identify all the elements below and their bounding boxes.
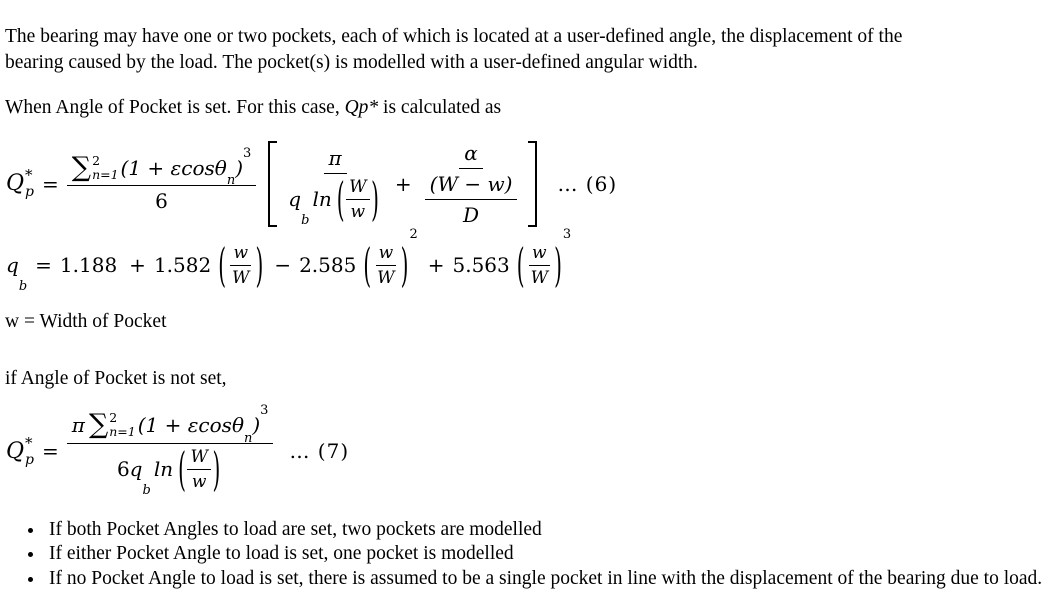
qb-w-over-W-2 <box>362 226 418 293</box>
open-paren: ( <box>218 237 227 293</box>
eq7-theta-sub: n <box>243 430 253 446</box>
open-paren: ( <box>336 171 345 227</box>
case-sentence-pre: When Angle of Pocket is set. For this case, <box>5 97 345 118</box>
fraction-denominator: W <box>377 267 395 288</box>
fraction-numerator: W <box>187 447 210 470</box>
eq6-equals: = <box>42 171 59 196</box>
qb-sub: b <box>18 278 28 294</box>
bullet-text: If both Pocket Angles to load are set, two pockets are modelled <box>49 518 542 540</box>
eq6-term2-fraction <box>420 141 523 227</box>
eq7-W-over-w <box>177 441 221 497</box>
inner-fraction-denominator: D <box>463 202 480 227</box>
eq6-coef-close: ) <box>235 156 244 180</box>
eq7-denominator <box>112 441 228 498</box>
eq6-term1-fraction <box>283 145 387 228</box>
eq7-ln: ln <box>153 457 174 482</box>
equation-qb <box>6 226 1052 294</box>
fraction-denominator: w <box>350 201 366 222</box>
fraction-denominator: W <box>530 267 549 288</box>
eq7-Q-sup: * <box>25 433 33 452</box>
eq7-q: q <box>129 457 143 482</box>
intro-paragraph <box>5 24 1052 76</box>
eq6-Q-sub: p <box>25 184 35 200</box>
eq6-ln: ln <box>312 187 332 211</box>
eq6-Q-scripts <box>25 168 34 199</box>
open-paren: ( <box>178 441 186 497</box>
close-paren: ) <box>400 237 409 293</box>
fraction-denominator: W <box>232 267 250 288</box>
qb-plus-1: + <box>129 253 146 277</box>
if-not-set-sentence: if Angle of Pocket is not set, <box>5 367 227 389</box>
eq6-Q: Q <box>6 171 25 196</box>
qb-w-over-W-3 <box>516 226 572 293</box>
sum-lower-limit: n=1 <box>109 424 136 440</box>
W-w-fraction <box>346 177 371 222</box>
eq6-plus: + <box>394 171 412 196</box>
qb-coef-4: 5.563 <box>452 253 510 277</box>
eq7-Q: Q <box>6 438 25 464</box>
eq7-power: 3 <box>260 403 269 418</box>
bullet-item <box>45 542 1052 567</box>
fraction-numerator: W <box>346 177 369 200</box>
eq7-body-close: ) <box>252 413 261 438</box>
eq7-six: 6 <box>116 457 130 482</box>
qb-plus-2: + <box>427 253 445 277</box>
w-definition: w = Width of Pocket <box>5 310 167 332</box>
eq6-term2-inner-fraction <box>425 172 518 227</box>
eq6-term1-numerator: π <box>324 146 347 174</box>
fraction-numerator: w <box>529 243 550 266</box>
eq7-Q-sub: p <box>25 451 35 468</box>
eq7-equals: = <box>42 439 59 464</box>
close-paren: ) <box>212 441 221 497</box>
sum-symbol: ∑ <box>88 408 109 440</box>
intro-line-2: bearing caused by the load. The pocket(s) is modelled with a user-defined angular width. <box>5 51 698 73</box>
equation-6-number: … (6) <box>557 171 618 196</box>
eq7-q-sub: b <box>142 482 151 498</box>
eq6-W-over-w <box>336 171 380 227</box>
eq7-main-fraction <box>67 403 274 498</box>
eq6-coef-body: (1 + εcosθ <box>120 156 227 180</box>
eq6-coef-power: 3 <box>243 145 252 161</box>
equation-6 <box>6 141 1052 227</box>
eq6-Q-sup: * <box>25 166 33 184</box>
qb-coef-1: 1.188 <box>59 253 118 277</box>
case-sentence-post: is calculated as <box>378 97 502 118</box>
eq6-qb-sub: b <box>301 212 310 228</box>
close-paren: ) <box>255 237 264 293</box>
sum-upper-limit: 2 <box>109 410 118 425</box>
right-square-bracket <box>528 141 537 227</box>
eq6-coef-numerator <box>67 145 257 189</box>
eq7-body: (1 + εcosθ <box>137 413 244 438</box>
eq7-Q-scripts <box>25 433 35 468</box>
eq7-numerator <box>67 403 274 446</box>
fraction-denominator: w <box>191 471 207 492</box>
W-w-fraction <box>187 447 212 492</box>
fraction-numerator: w <box>376 243 397 266</box>
close-paren: ) <box>554 237 562 293</box>
qb-coef-3: 2.585 <box>299 253 357 277</box>
inner-fraction-numerator: (W − w) <box>425 172 518 200</box>
close-paren: ) <box>371 171 379 227</box>
exponent: 3 <box>562 226 572 242</box>
eq6-term2-numerator: α <box>459 141 483 169</box>
sum-limits <box>92 154 118 183</box>
w-W-fraction <box>526 243 553 288</box>
sum-lower-limit: n=1 <box>92 167 119 182</box>
equation-7-number: … (7) <box>289 439 350 464</box>
fraction-numerator: w <box>230 243 251 266</box>
intro-line-1: The bearing may have one or two pockets, each of which is located at a user-defined angle, the displacement of the <box>5 25 903 47</box>
eq7-lhs <box>6 433 35 468</box>
bullet-item <box>45 567 1052 592</box>
exponent: 2 <box>409 226 418 242</box>
bullet-text: If either Pocket Angle to load is set, one pocket is modelled <box>49 543 514 565</box>
sum-symbol: ∑ <box>71 151 92 183</box>
equation-7 <box>6 403 1052 498</box>
bullet-item <box>45 518 1052 543</box>
eq6-lhs <box>6 168 34 199</box>
pi-symbol: π <box>71 413 85 438</box>
eq6-coefficient-fraction <box>67 145 257 214</box>
bullet-text: If no Pocket Angle to load is set, there is assumed to be a single pocket in line with the displacement of the bearing due to load. <box>49 567 1043 589</box>
pocket-rules-list <box>5 518 1052 592</box>
w-W-fraction <box>372 243 399 288</box>
qb-equals: = <box>35 253 52 277</box>
eq6-term2-denominator <box>420 169 523 227</box>
sum-upper-limit: 2 <box>92 152 101 168</box>
left-square-bracket <box>268 141 277 227</box>
qb-coef-2: 1.582 <box>153 253 212 277</box>
eq6-qb-q: q <box>288 187 302 211</box>
qp-star-symbol: Qp* <box>344 97 379 118</box>
case-sentence <box>5 95 1052 121</box>
eq6-term1-denominator <box>283 171 387 228</box>
qb-q: q <box>6 253 19 277</box>
open-paren: ( <box>516 237 525 293</box>
eq6-coef-denominator: 6 <box>155 189 168 214</box>
eq6-bracket-group <box>256 141 541 227</box>
qb-minus: − <box>274 253 292 277</box>
open-paren: ( <box>363 237 372 293</box>
w-W-fraction <box>227 243 254 288</box>
qb-w-over-W-1 <box>217 237 264 293</box>
sum-limits <box>109 411 135 440</box>
eq6-theta-sub: n <box>226 173 236 189</box>
